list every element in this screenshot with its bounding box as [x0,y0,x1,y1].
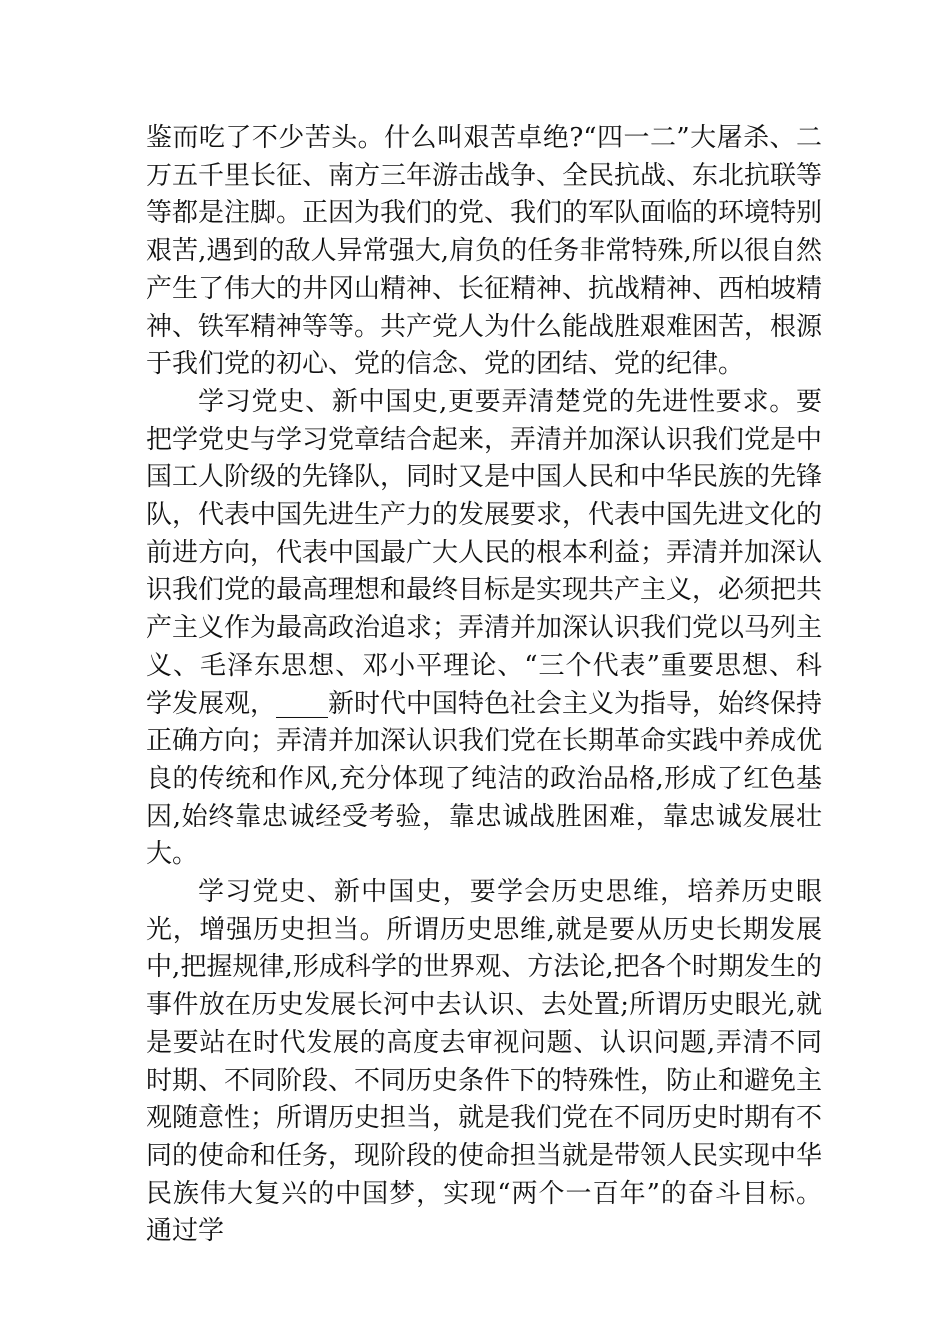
paragraph-3: 学习党史、新中国史，要学会历史思维，培养历史眼光，增强历史担当。所谓历史思维,就是要从历史长期发展中,把握规律,形成科学的世界观、方法论,把各个时期发生的事件放在历史发展长河中去认识、去处置;所谓历史眼光,就是要站在时代发展的高度去审视问题、认识问题,弄清不同时期、不同阶段、不同历史条件下的特殊性，防止和避免主观随意性；所谓历史担当，就是我们党在不同历史时期有不同的使命和任务，现阶段的使命担当就是带领人民实现中华民族伟大复兴的中国梦，实现“两个一百年”的奋斗目标。通过学 [146,877,823,1247]
document-page [146,120,822,1251]
paragraph-1: 鉴而吃了不少苦头。什么叫艰苦卓绝?“四一二”大屠杀、二万五千里长征、南方三年游击战争、全民抗战、东北抗联等等都是注脚。正因为我们的党、我们的军队面临的环境特别艰苦,遇到的敌人异常强大,肩负的任务非常特殊,所以很自然产生了伟大的井冈山精神、长征精神、抗战精神、西柏坡精神、铁军精神等等。共产党人为什么能战胜艰难困苦，根源于我们党的初心、党的信念、党的团结、党的纪律。 [146,123,823,380]
paragraph-2: 学习党史、新中国史,更要弄清楚党的先进性要求。要把学党史与学习党章结合起来，弄清并加深认识我们党是中国工人阶级的先锋队，同时又是中国人民和中华民族的先锋队，代表中国先进生产力的发展要求，代表中国先进文化的前进方向，代表中国最广大人民的根本利益；弄清并加深认识我们党的最高理想和最终目标是实现共产主义，必须把共产主义作为最高政治追求；弄清并加深认识我们党以马列主义、毛泽东思想、邓小平理论、“三个代表”重要思想、科学发展观，____新时代中国特色社会主义为指导，始终保持正确方向；弄清并加深认识我们党在长期革命实践中养成优良的传统和作风,充分体现了纯洁的政治品格,形成了红色基因,始终靠忠诚经受考验，靠忠诚战胜困难，靠忠诚发展壮大。 [146,386,823,870]
